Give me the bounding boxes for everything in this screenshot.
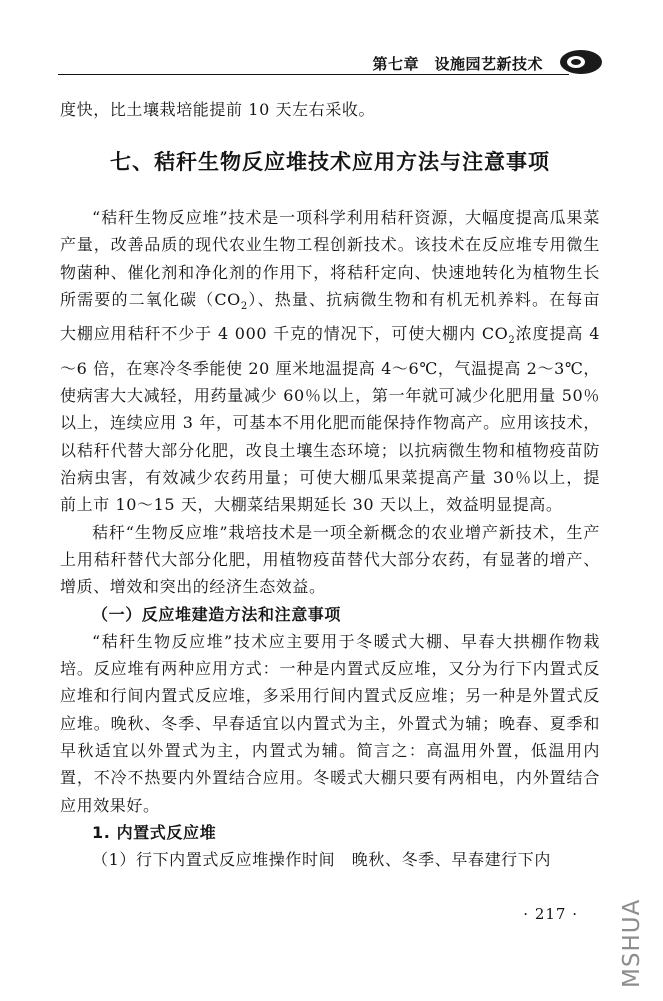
subsection-heading-2: 1. 内置式反应堆 [92, 822, 217, 842]
running-head [58, 48, 603, 76]
header-ornament-icon [547, 48, 603, 76]
paragraph-1: “秸秆生物反应堆”技术是一项科学利用秸秆资源，大幅度提高瓜果菜产量，改善品质的现代农业生物工程创新技术。该技术在反应堆专用微生物菌种、催化剂和净化剂的作用下，将秸秆定向、快速地转化为植物生长所需要的二氧化碳$(CO_2)$、热量、抗病微生物和有机无机养料。在每亩大棚应用秸秆不少于 4 000 千克的情况下，可使大棚内 $CO_2$浓度提高 4～6 倍，在寒冷冬季能使 20 厘米地温提高 4～6℃，气温提高 2～3℃，使病害大大减轻，用药量减少 60％以上，第一年就可减少化肥用量 50％以上，连续应用 3 年，可基本不用化肥而能保持作物高产。应用该技术，以秸秆代替大部分化肥，改良土壤生态环境；以抗病微生物和植物疫苗防治病虫害，有效减少农药用量；可使大棚瓜果菜提高产量 30％以上，提前上市 10～15 天，大棚菜结果期延长 30 天以上，效益明显提高。 [60, 208, 600, 515]
header-rule [58, 74, 569, 75]
page-number: · 217 · [523, 905, 578, 923]
watermark-logo: MSHUA [619, 898, 645, 988]
lead-in-text: 度快，比土壤栽培能提前 10 天左右采收。 [60, 100, 376, 119]
section-title: 七、秸秆生物反应堆技术应用方法与注意事项 [110, 150, 550, 174]
paragraph-4: （1）行下内置式反应堆操作时间 晚秋、冬季、早春建行下内 [92, 850, 551, 870]
paragraph-2: 秸秆“生物反应堆”栽培技术是一项全新概念的农业增产新技术，生产上用秸秆替代大部分化肥，用植物疫苗替代大部分农药，有显著的增产、增质、增效和突出的经济生态效益。 [60, 522, 600, 597]
paragraph-3: “秸秆生物反应堆”技术应主要用于冬暖式大棚、早春大拱棚作物栽培。反应堆有两种应用方式：一种是内置式反应堆，又分为行下内置式反应堆和行间内置式反应堆，多采用行间内置式反应堆；另一种是外置式反应堆。晚秋、冬季、早春适宜以内置式为主，外置式为辅；晚春、夏季和早秋适宜以外置式为主，内置式为辅。简言之：高温用外置，低温用内置，不冷不热要内外置结合应用。冬暖式大棚只要有两相电，内外置结合应用效果好。 [60, 631, 600, 815]
lead-in-block [60, 96, 600, 123]
main-body [60, 204, 600, 874]
subscript-2: 2 [508, 335, 516, 347]
chapter-running-title: 第七章 设施园艺新技术 [372, 55, 543, 73]
subscript-2: 2 [240, 301, 248, 313]
subsection-heading-1: （一）反应堆建造方法和注意事项 [92, 604, 342, 624]
